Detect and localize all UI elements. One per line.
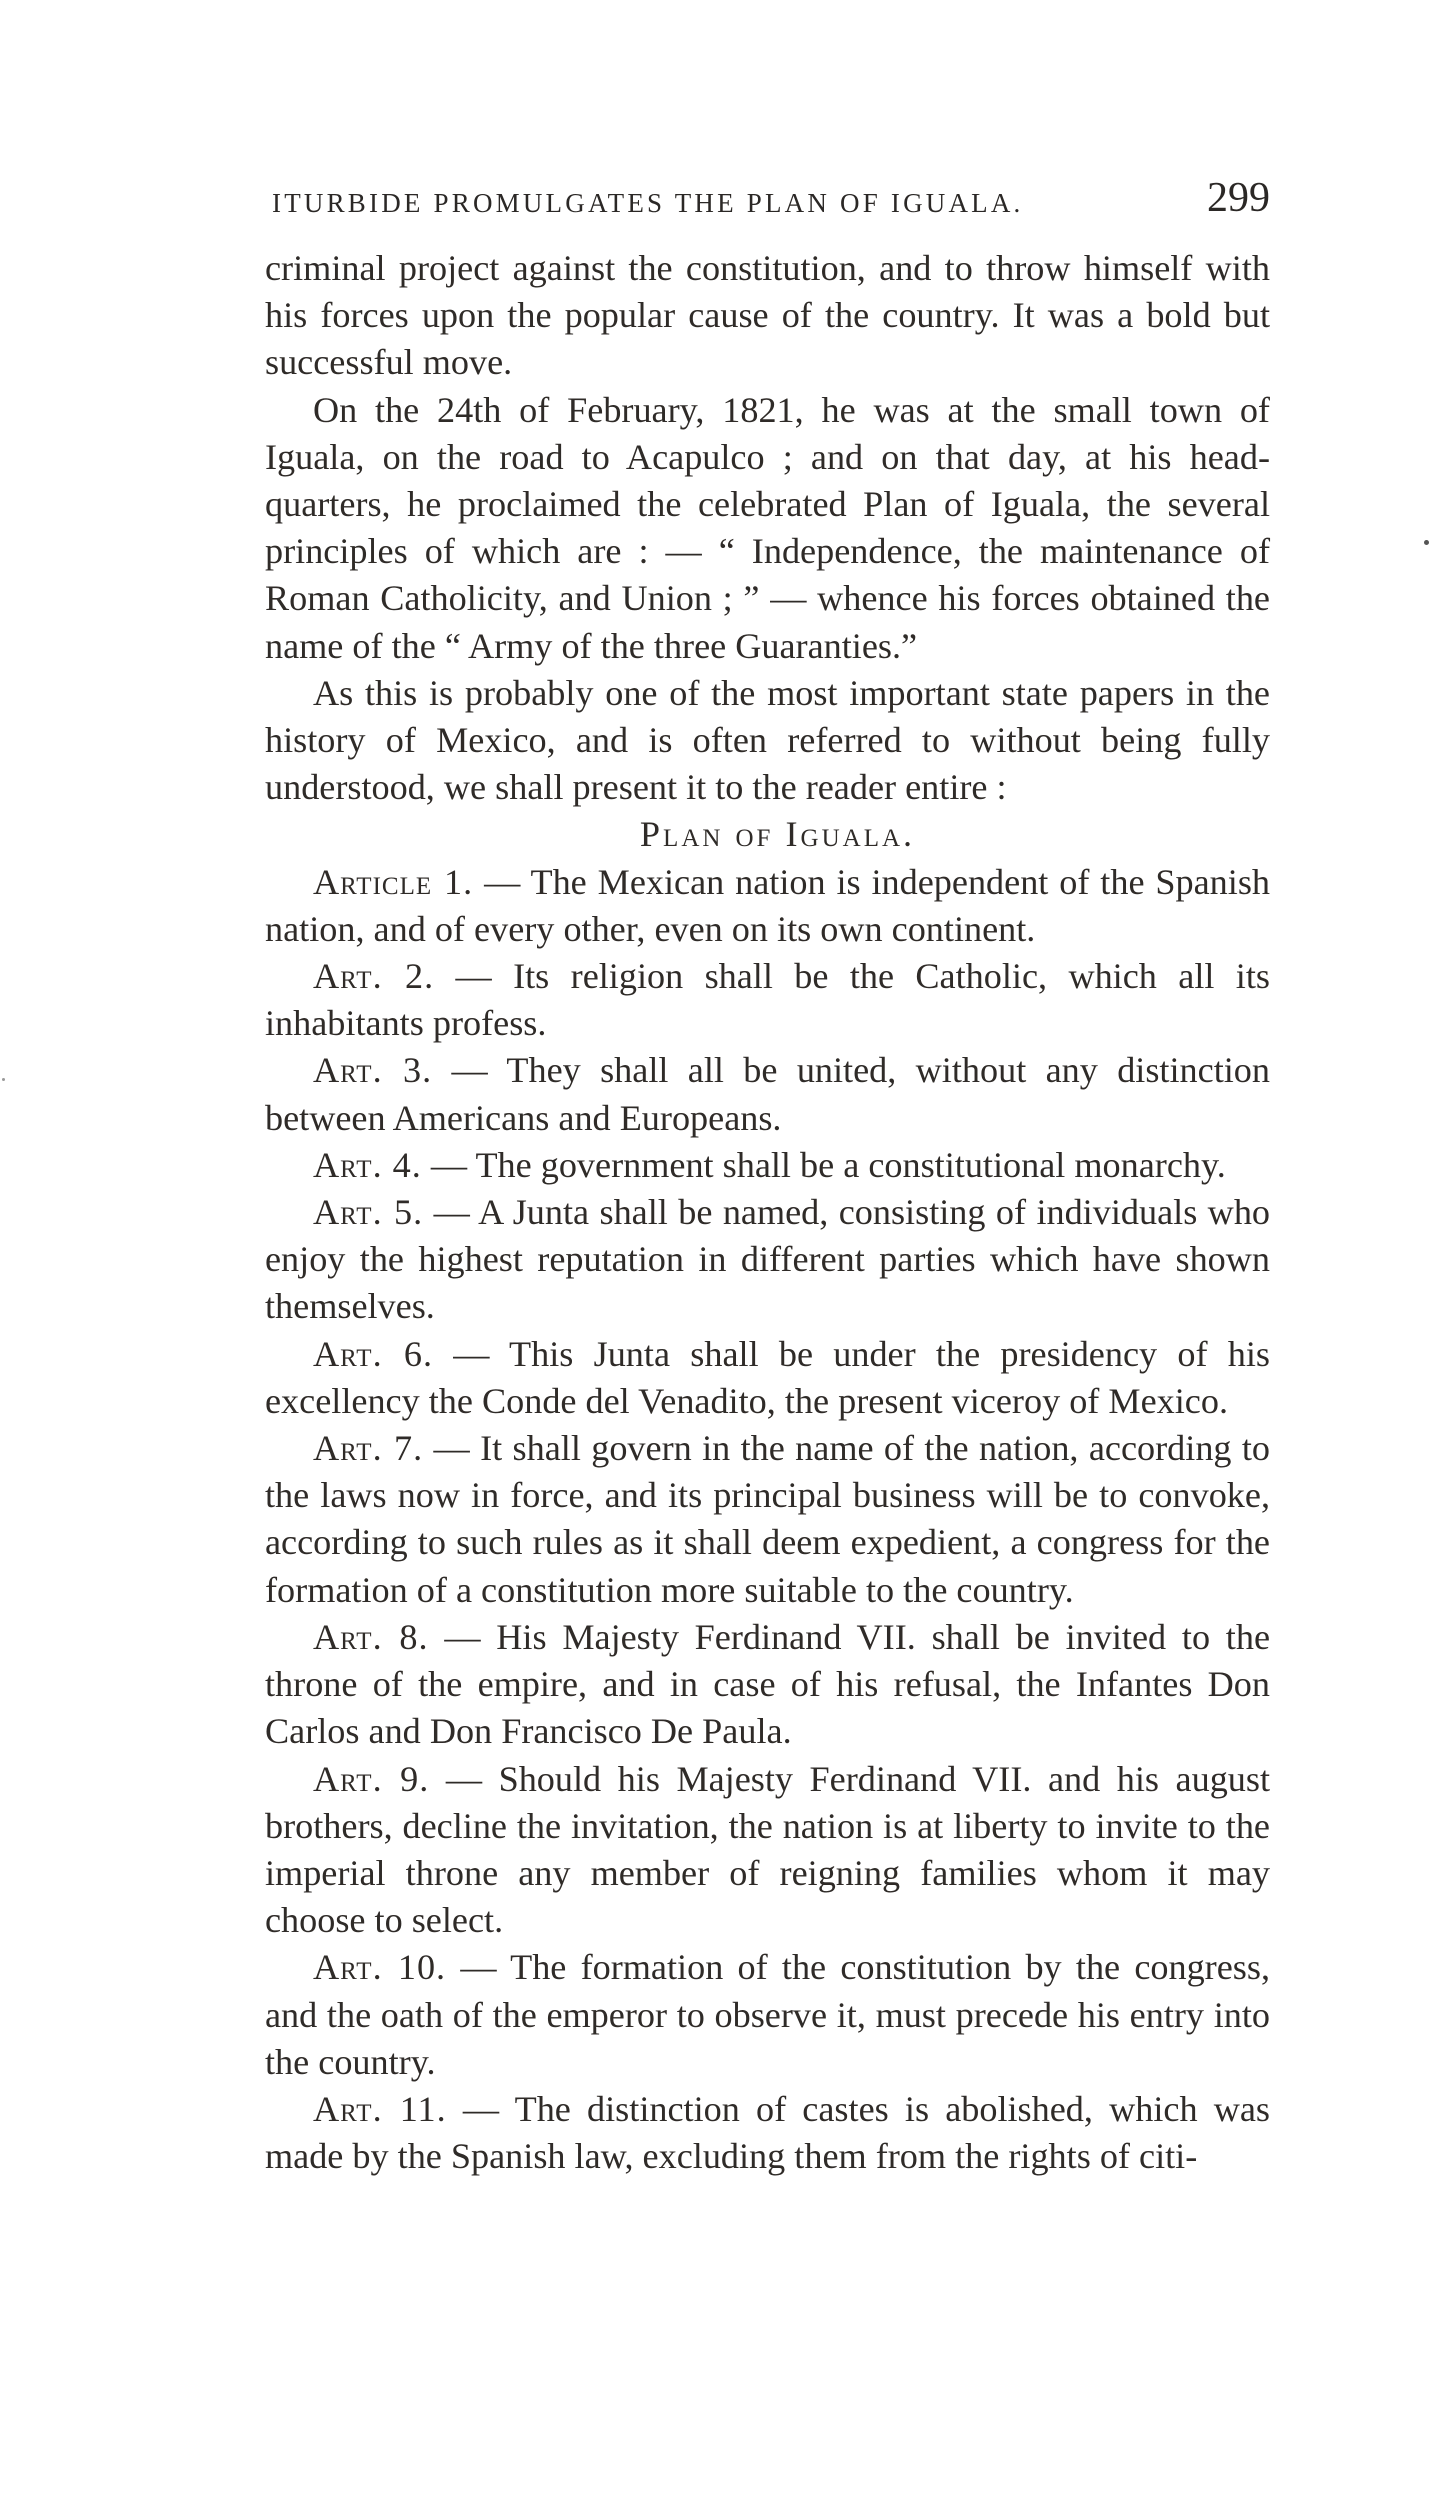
article-text: — A Junta shall be named, consisting of individuals who enjoy the highest reputation in different parties which have shown themselves. [265, 1192, 1271, 1327]
article-text: — The distinction of castes is abolished, which was made by the Spanish law, excluding them from the rights of citi- [265, 2088, 1270, 2177]
article-label: Art. 7. [313, 1428, 424, 1469]
running-head [265, 170, 1270, 230]
running-title: ITURBIDE PROMULGATES THE PLAN OF IGUALA. [272, 188, 1024, 218]
article-label: Art. 4. [313, 1144, 422, 1185]
article-label: Article 1. [313, 861, 474, 902]
plan-heading: Plan of Iguala. [639, 814, 916, 855]
body-text [265, 245, 1270, 2180]
article-label: Art. 2. [313, 956, 435, 997]
paragraph: On the 24th of February, 1821, he was at the small town of Iguala, on the road to Acapulco ; and on that day, at his head-quarters, he proclaimed the celebrated Plan of Iguala, the several principles of which are : — “ Independence, the maintenance of Roman Catholicity, and Union ; ” — whence his forces obtained the name of the “ Army of the three Guaranties.” [265, 389, 1270, 666]
article-text: — His Majesty Ferdinand VII. shall be invited to the throne of the empire, and in case of his refusal, the Infantes Don Carlos and Don Francisco De Paula. [265, 1616, 1271, 1752]
article-paragraph [265, 2086, 1270, 2180]
article-paragraph [265, 1944, 1270, 2086]
page-number: 299 [1207, 175, 1270, 221]
article-text: — Its religion shall be the Catholic, which all its inhabitants profess. [265, 956, 1270, 1044]
article-paragraph [265, 1047, 1270, 1141]
article-label: Art. 8. [313, 1616, 429, 1657]
article-text: — They shall all be united, without any distinction between Americans and Europeans. [265, 1050, 1270, 1138]
article-text: — The formation of the constitution by the congress, and the oath of the emperor to observe it, must precede his entry into the country. [265, 1947, 1270, 2082]
article-paragraph [265, 1189, 1270, 1331]
article-label: Art. 6. [313, 1333, 434, 1374]
article-text: — This Junta shall be under the presidency of his excellency the Conde del Venadito, the present viceroy of Mexico. [265, 1333, 1270, 1421]
article-text: — The government shall be a constitutional monarchy. [430, 1144, 1226, 1185]
article-label: Art. 11. [313, 2088, 447, 2129]
article-paragraph [265, 1425, 1270, 1614]
paragraph: As this is probably one of the most important state papers in the history of Mexico, and is often referred to without being fully understood, we shall present it to the reader entire : [265, 672, 1270, 808]
article-text: — It shall govern in the name of the nation, according to the laws now in force, and its principal business will be to convoke, according to such rules as it shall deem expedient, a congress for the formation of a constitution more suitable to the country. [265, 1428, 1271, 1610]
article-paragraph [265, 859, 1270, 953]
article-paragraph [265, 953, 1270, 1047]
article-paragraph [265, 1614, 1270, 1756]
article-paragraph [265, 1142, 1270, 1189]
article-label: Art. 3. [313, 1050, 433, 1091]
scan-speck [1424, 540, 1429, 545]
scan-speck [2, 1078, 5, 1081]
article-paragraph [265, 1756, 1270, 1945]
article-label: Art. 5. [313, 1192, 424, 1233]
article-text: — Should his Majesty Ferdinand VII. and his august brothers, decline the invitation, the nation is at liberty to invite to the imperial throne any member of reigning families whom it may choose to select. [265, 1758, 1271, 1941]
paragraph: criminal project against the constitution, and to throw himself with his forces upon the popular cause of the country. It was a bold but successful move. [265, 248, 1270, 383]
article-label: Art. 10. [313, 1947, 447, 1988]
article-paragraph [265, 1331, 1270, 1425]
article-label: Art. 9. [313, 1758, 430, 1799]
article-text: — The Mexican nation is independent of the Spanish nation, and of every other, even on its own continent. [265, 861, 1271, 949]
